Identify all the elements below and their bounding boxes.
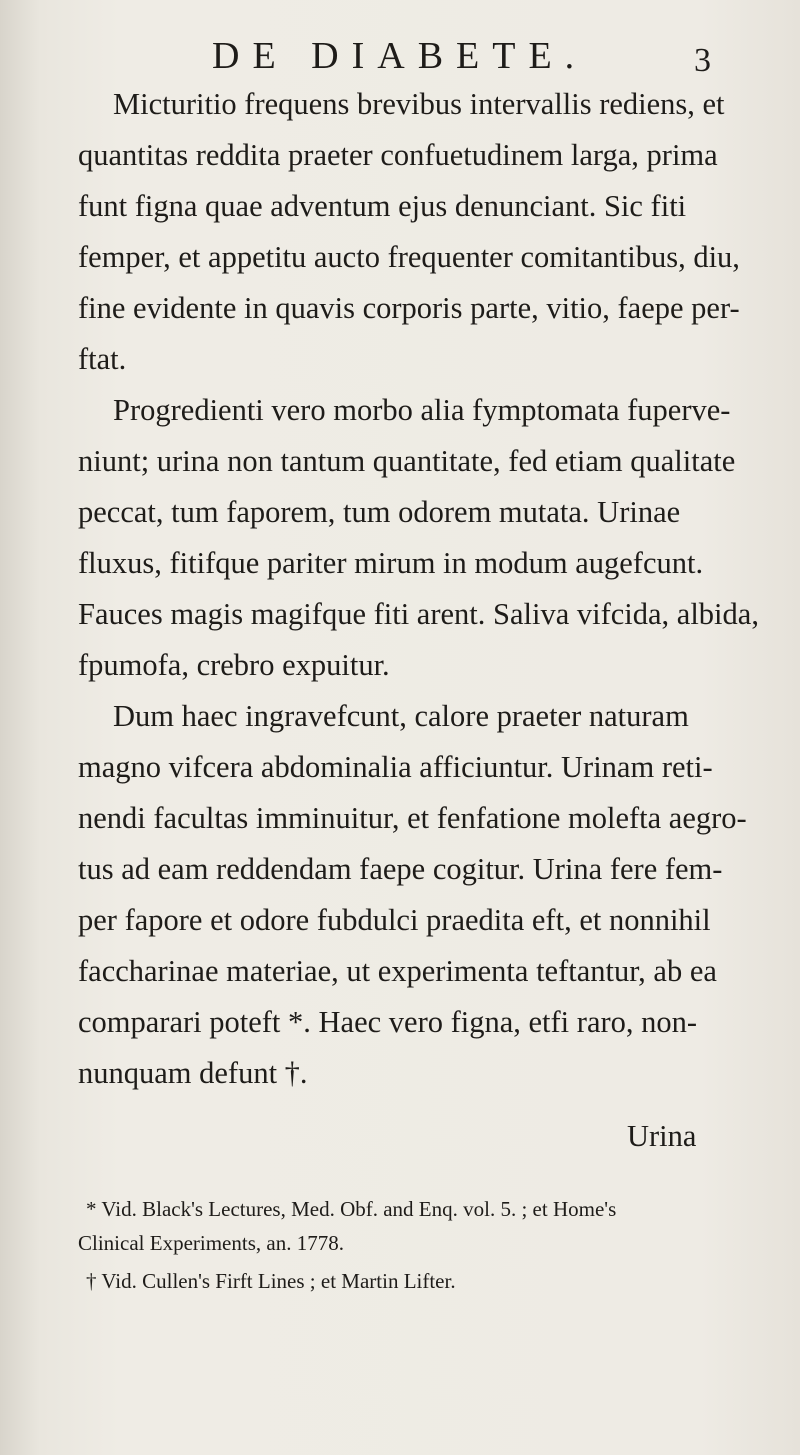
text-line: niunt; urina non tantum quantitate, fed etiam qualitate xyxy=(78,444,736,478)
footnote-line: Clinical Experiments, an. 1778. xyxy=(78,1231,344,1255)
footnote-line: † Vid. Cullen's Firft Lines ; et Martin Lifter. xyxy=(86,1269,456,1293)
footnote-line: * Vid. Black's Lectures, Med. Obf. and Enq. vol. 5. ; et Home's xyxy=(86,1197,617,1221)
text-line: magno vifcera abdominalia afficiuntur. Urinam reti- xyxy=(78,750,713,784)
text-line: Fauces magis magifque fiti arent. Saliva vifcida, albida, xyxy=(78,597,759,631)
text-line: ftat. xyxy=(78,342,127,376)
catchword: Urina xyxy=(627,1119,697,1153)
text-line: nendi facultas imminuitur, et fenfatione molefta aegro- xyxy=(78,801,747,835)
running-title: DE DIABETE. xyxy=(212,35,588,77)
text-line: comparari poteft *. Haec vero figna, etfi raro, non- xyxy=(78,1005,698,1039)
text-line: Progredienti vero morbo alia fymptomata fuperve- xyxy=(113,393,731,427)
text-line: faccharinae materiae, ut experimenta teftantur, ab ea xyxy=(78,954,717,988)
page-number: 3 xyxy=(694,42,711,79)
text-line: per fapore et odore fubdulci praedita eft, et nonnihil xyxy=(78,903,711,937)
text-line: Dum haec ingravefcunt, calore praeter naturam xyxy=(113,699,689,733)
text-line: fluxus, fitifque pariter mirum in modum augefcunt. xyxy=(78,546,704,580)
text-line: nunquam defunt †. xyxy=(78,1056,308,1090)
text-line: fine evidente in quavis corporis parte, vitio, faepe per- xyxy=(78,291,740,325)
text-line: funt figna quae adventum ejus denunciant. Sic fiti xyxy=(78,189,687,223)
text-line: Micturitio frequens brevibus intervallis rediens, et xyxy=(113,87,725,121)
text-line: tus ad eam reddendam faepe cogitur. Urina fere fem- xyxy=(78,852,723,886)
running-head xyxy=(0,28,800,78)
text-line: fpumofa, crebro expuitur. xyxy=(78,648,390,682)
text-line: femper, et appetitu aucto frequenter comitantibus, diu, xyxy=(78,240,740,274)
text-line: quantitas reddita praeter confuetudinem larga, prima xyxy=(78,138,718,172)
text-line: peccat, tum faporem, tum odorem mutata. Urinae xyxy=(78,495,681,529)
